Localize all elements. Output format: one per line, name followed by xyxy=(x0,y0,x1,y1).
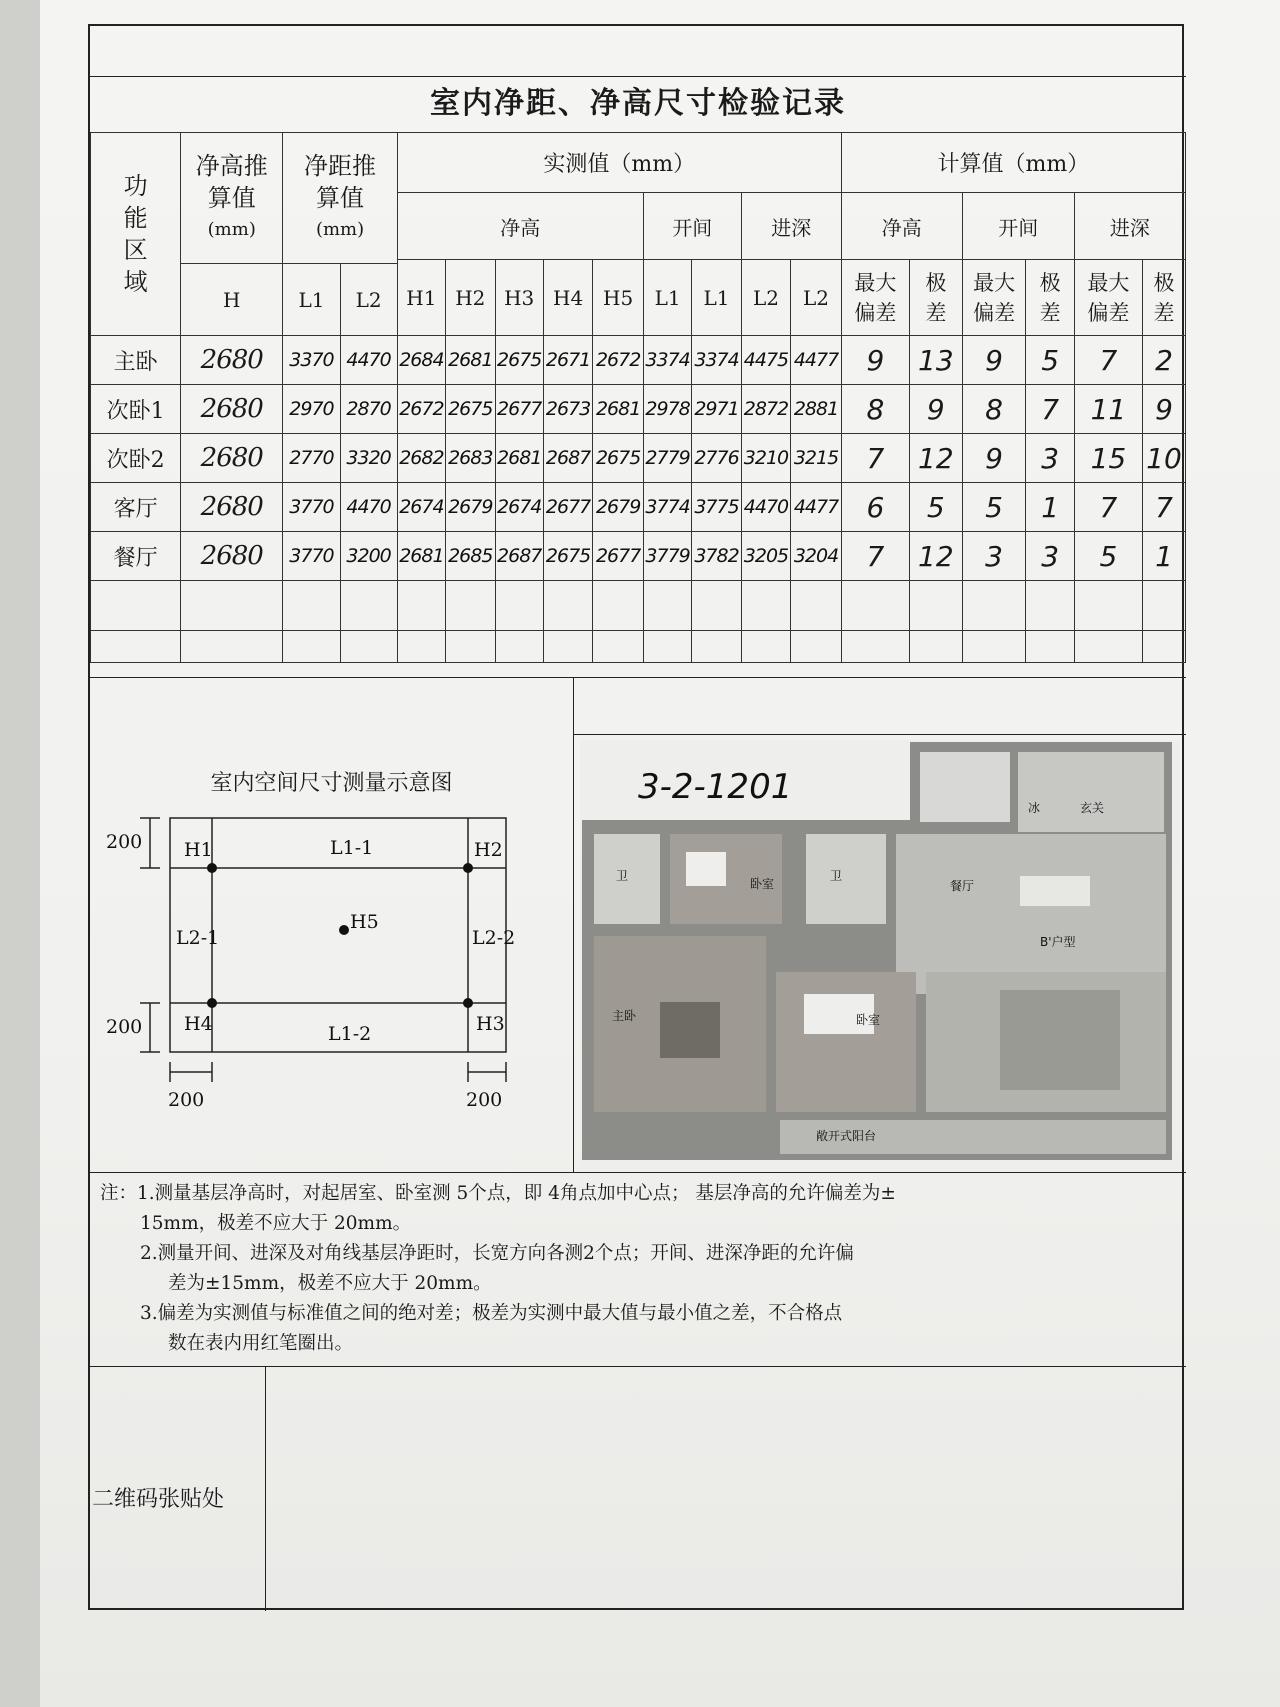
cell-l1: 2770 xyxy=(283,434,340,483)
cell-c: 2 xyxy=(1142,336,1185,385)
row-area: 主卧 xyxy=(91,336,181,385)
dim-200-left: 200 xyxy=(168,1089,205,1111)
cell-c: 7 xyxy=(1074,483,1142,532)
cell-c: 15 xyxy=(1074,434,1142,483)
cell-m: 2677 xyxy=(593,532,644,581)
cell-m: 2675 xyxy=(543,532,592,581)
computed-bay: 开间 xyxy=(962,193,1074,260)
label-h5: H5 xyxy=(350,911,379,933)
cell-c: 9 xyxy=(962,336,1026,385)
cell-c: 10 xyxy=(1142,434,1185,483)
page-title: 室内净距、净高尺寸检验记录 xyxy=(430,86,846,121)
m-col: H5 xyxy=(593,260,644,336)
m-col: L1 xyxy=(643,260,691,336)
area-char: 功 xyxy=(123,172,148,200)
label-h1: H1 xyxy=(184,839,213,861)
area-char: 域 xyxy=(123,268,148,296)
note-2: 2.测量开间、进深及对角线基层净距时，长宽方向各测2个点；开间、进深净距的允许偏 xyxy=(140,1243,854,1264)
cell-m: 4477 xyxy=(791,336,842,385)
table-row xyxy=(91,483,1186,532)
room-wowu2: 卧室 xyxy=(856,1013,881,1027)
cell-m: 2681 xyxy=(397,532,445,581)
cell-c: 9 xyxy=(841,336,909,385)
measured-header: 实测值（mm） xyxy=(397,133,841,193)
measured-depth: 进深 xyxy=(741,193,841,260)
cell-m: 3782 xyxy=(692,532,741,581)
section-divider xyxy=(573,678,574,1173)
cell-c: 12 xyxy=(909,532,962,581)
cell-l2: 3200 xyxy=(340,532,397,581)
room-wowu1: 卧室 xyxy=(750,877,775,891)
row-area: 次卧1 xyxy=(91,385,181,434)
cell-m: 2683 xyxy=(446,434,495,483)
cell-c: 1 xyxy=(1026,483,1074,532)
record-table xyxy=(90,132,1186,663)
cell-m: 2881 xyxy=(791,385,842,434)
cell-m: 2681 xyxy=(593,385,644,434)
cell-m: 2672 xyxy=(397,385,445,434)
cell-c: 8 xyxy=(841,385,909,434)
max-dev-line: 最大 xyxy=(1087,270,1130,295)
computed-depth: 进深 xyxy=(1074,193,1185,260)
m-col: H4 xyxy=(543,260,592,336)
h-calc-unit: (mm) xyxy=(207,219,256,240)
max-dev-line: 最大 xyxy=(973,270,1016,295)
dim-200-right: 200 xyxy=(466,1089,503,1111)
cell-m: 2675 xyxy=(495,336,543,385)
cell-c: 5 xyxy=(962,483,1026,532)
cell-m: 2674 xyxy=(495,483,543,532)
room-xuanguan: 玄关 xyxy=(1080,801,1105,815)
table-row xyxy=(91,336,1186,385)
cell-m: 2971 xyxy=(692,385,741,434)
max-dev-header xyxy=(841,260,909,336)
cell-h: 2680 xyxy=(181,434,283,483)
inspection-sheet xyxy=(88,24,1184,1610)
cell-m: 2685 xyxy=(446,532,495,581)
range-line: 极 xyxy=(1153,270,1175,295)
m-col: L1 xyxy=(692,260,741,336)
h-col: H xyxy=(181,264,283,336)
measured-net-height: 净高 xyxy=(397,193,643,260)
cell-m: 3374 xyxy=(643,336,691,385)
cell-m: 2677 xyxy=(495,385,543,434)
cell-l2: 4470 xyxy=(340,483,397,532)
note-1-cont: 15mm，极差不应大于 20mm。 xyxy=(140,1213,412,1234)
cell-m: 2779 xyxy=(643,434,691,483)
point-h1 xyxy=(207,863,217,873)
room-zhuwo: 主卧 xyxy=(612,1009,637,1023)
room-yangtai: 敞开式阳台 xyxy=(816,1129,877,1143)
cell-c: 3 xyxy=(962,532,1026,581)
label-h4: H4 xyxy=(184,1013,213,1035)
range-line: 差 xyxy=(1039,300,1061,325)
qr-divider xyxy=(265,1367,266,1611)
label-l2-2: L2-2 xyxy=(472,927,516,949)
label-h3: H3 xyxy=(476,1013,505,1035)
cell-c: 5 xyxy=(1074,532,1142,581)
label-l2-1: L2-1 xyxy=(176,927,220,949)
cell-l2: 4470 xyxy=(340,336,397,385)
area-header xyxy=(91,133,181,336)
row-area: 客厅 xyxy=(91,483,181,532)
cell-l2: 2870 xyxy=(340,385,397,434)
cell-c: 3 xyxy=(1026,434,1074,483)
cell-m: 2679 xyxy=(593,483,644,532)
room-wei1: 卫 xyxy=(616,869,629,883)
m-col: L2 xyxy=(791,260,842,336)
cell-m: 3374 xyxy=(692,336,741,385)
cell-l1: 3370 xyxy=(283,336,340,385)
cell-m: 2872 xyxy=(741,385,790,434)
cell-h: 2680 xyxy=(181,385,283,434)
row-area: 次卧2 xyxy=(91,434,181,483)
cell-c: 3 xyxy=(1026,532,1074,581)
point-h2 xyxy=(463,863,473,873)
cell-c: 11 xyxy=(1074,385,1142,434)
note-3: 3.偏差为实测值与标准值之间的绝对差；极差为实测中最大值与最小值之差，不合格点 xyxy=(140,1303,843,1324)
table-row xyxy=(91,532,1186,581)
cell-c: 7 xyxy=(1026,385,1074,434)
cell-c: 12 xyxy=(909,434,962,483)
cell-c: 8 xyxy=(962,385,1026,434)
h-calc-header xyxy=(181,133,283,264)
cell-l2: 3320 xyxy=(340,434,397,483)
cell-m: 2687 xyxy=(543,434,592,483)
cell-m: 3215 xyxy=(791,434,842,483)
empty-row xyxy=(91,581,1186,631)
room-huxing: B'户型 xyxy=(1040,935,1076,949)
range-header xyxy=(1142,260,1185,336)
max-dev-header xyxy=(1074,260,1142,336)
point-h4 xyxy=(207,998,217,1008)
cell-m: 2681 xyxy=(495,434,543,483)
measurement-diagram xyxy=(100,798,560,1118)
measured-bay: 开间 xyxy=(643,193,741,260)
m-col: H2 xyxy=(446,260,495,336)
label-l1-2: L1-2 xyxy=(328,1023,372,1045)
area-char: 能 xyxy=(123,204,148,232)
cell-m: 2671 xyxy=(543,336,592,385)
max-dev-line: 偏差 xyxy=(854,300,897,325)
cell-c: 7 xyxy=(841,434,909,483)
cell-l1: 3770 xyxy=(283,532,340,581)
note-2-cont: 差为±15mm，极差不应大于 20mm。 xyxy=(168,1273,492,1294)
cell-h: 2680 xyxy=(181,532,283,581)
cell-m: 2672 xyxy=(593,336,644,385)
room-wei2: 卫 xyxy=(830,869,843,883)
cell-m: 3774 xyxy=(643,483,691,532)
cell-m: 2978 xyxy=(643,385,691,434)
unit-number-handwritten: 3-2-1201 xyxy=(638,767,793,807)
diagram-title: 室内空间尺寸测量示意图 xyxy=(210,771,453,796)
range-header xyxy=(1026,260,1074,336)
cell-m: 4477 xyxy=(791,483,842,532)
m-col: H1 xyxy=(397,260,445,336)
l1-col: L1 xyxy=(283,264,340,336)
qr-code-area xyxy=(90,1366,1186,1611)
computed-net-height: 净高 xyxy=(841,193,962,260)
cell-c: 6 xyxy=(841,483,909,532)
cell-c: 7 xyxy=(841,532,909,581)
cell-h: 2680 xyxy=(181,483,283,532)
max-dev-line: 最大 xyxy=(854,270,897,295)
cell-m: 3205 xyxy=(741,532,790,581)
cell-m: 4475 xyxy=(741,336,790,385)
cell-c: 7 xyxy=(1074,336,1142,385)
dim-200-bottom: 200 xyxy=(106,1016,143,1038)
cell-m: 2776 xyxy=(692,434,741,483)
range-line: 极 xyxy=(925,270,947,295)
cell-c: 9 xyxy=(962,434,1026,483)
point-h5 xyxy=(339,925,349,935)
row-area: 餐厅 xyxy=(91,532,181,581)
cell-m: 2674 xyxy=(397,483,445,532)
label-h2: H2 xyxy=(474,839,503,861)
cell-m: 2687 xyxy=(495,532,543,581)
cell-m: 3775 xyxy=(692,483,741,532)
l-calc-unit: (mm) xyxy=(315,219,365,240)
range-header xyxy=(909,260,962,336)
cell-m: 2681 xyxy=(446,336,495,385)
cell-c: 5 xyxy=(1026,336,1074,385)
l2-col: L2 xyxy=(340,264,397,336)
computed-header: 计算值（mm） xyxy=(841,133,1185,193)
max-dev-header xyxy=(962,260,1026,336)
h-calc-line: 算值 xyxy=(207,184,256,212)
cell-c: 7 xyxy=(1142,483,1185,532)
label-l1-1: L1-1 xyxy=(330,837,374,859)
table-row xyxy=(91,434,1186,483)
h-calc-line: 净高推 xyxy=(195,152,268,180)
note-1: 注：1.测量基层净高时，对起居室、卧室测 5个点，即 4角点加中心点； 基层净高的允许偏差为± xyxy=(100,1183,896,1204)
room-bing: 冰 xyxy=(1028,801,1041,815)
m-col: H3 xyxy=(495,260,543,336)
cell-l1: 3770 xyxy=(283,483,340,532)
diagram-section xyxy=(90,677,1186,1173)
range-line: 差 xyxy=(925,300,947,325)
m-col: L2 xyxy=(741,260,790,336)
dim-200-top: 200 xyxy=(106,831,143,853)
max-dev-line: 偏差 xyxy=(1087,300,1130,325)
cell-m: 2675 xyxy=(446,385,495,434)
point-h3 xyxy=(463,998,473,1008)
cell-c: 13 xyxy=(909,336,962,385)
cell-m: 3779 xyxy=(643,532,691,581)
cell-m: 4470 xyxy=(741,483,790,532)
max-dev-line: 偏差 xyxy=(973,300,1016,325)
cell-h: 2680 xyxy=(181,336,283,385)
l-calc-header xyxy=(283,133,397,264)
l-calc-line: 算值 xyxy=(316,184,365,212)
l-calc-line: 净距推 xyxy=(304,152,377,180)
note-3-cont: 数在表内用红笔圈出。 xyxy=(168,1333,354,1354)
cell-m: 2684 xyxy=(397,336,445,385)
cell-m: 2679 xyxy=(446,483,495,532)
cell-c: 9 xyxy=(909,385,962,434)
cell-c: 5 xyxy=(909,483,962,532)
cell-c: 1 xyxy=(1142,532,1185,581)
cell-m: 2682 xyxy=(397,434,445,483)
range-line: 差 xyxy=(1153,300,1175,325)
cell-l1: 2970 xyxy=(283,385,340,434)
notes xyxy=(90,1172,1186,1366)
range-line: 极 xyxy=(1039,270,1061,295)
room-canting: 餐厅 xyxy=(950,879,975,893)
cell-m: 2675 xyxy=(593,434,644,483)
cell-c: 9 xyxy=(1142,385,1185,434)
area-char: 区 xyxy=(123,236,148,264)
floor-plan-image xyxy=(580,740,1180,1170)
cell-m: 3204 xyxy=(791,532,842,581)
cell-m: 2677 xyxy=(543,483,592,532)
table-row xyxy=(91,385,1186,434)
empty-row xyxy=(91,631,1186,663)
qr-label: 二维码张贴处 xyxy=(92,1487,225,1512)
cell-m: 3210 xyxy=(741,434,790,483)
cell-m: 2673 xyxy=(543,385,592,434)
section-divider xyxy=(573,734,1186,735)
